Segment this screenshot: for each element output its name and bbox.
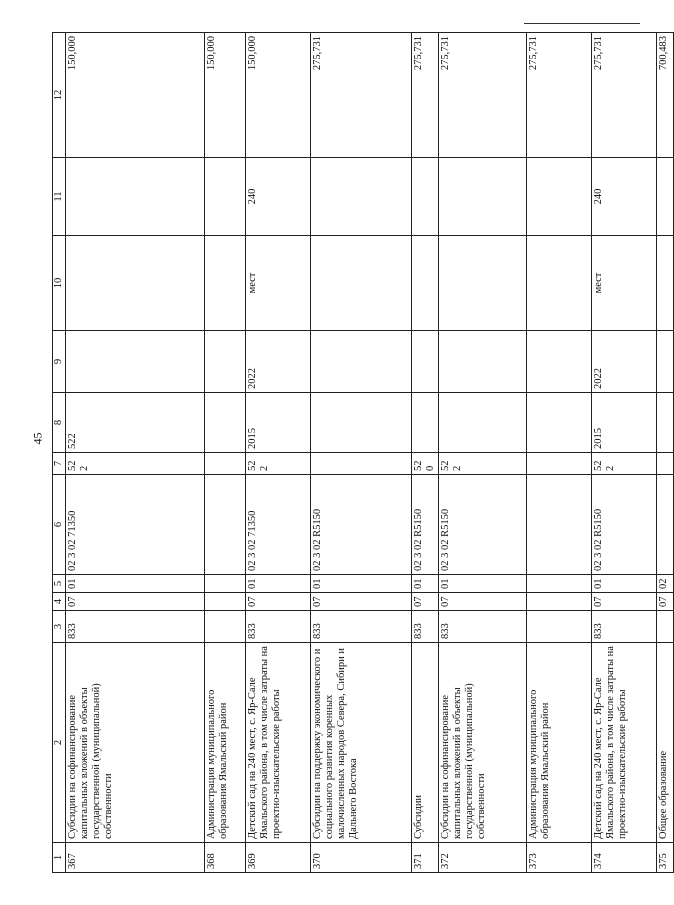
cell-type: 520	[412, 453, 439, 475]
row-number: 375	[657, 843, 674, 873]
column-header: 7	[53, 453, 66, 475]
cell-col11: 240	[592, 158, 657, 236]
cell-subsection: 01	[412, 575, 439, 593]
cell-type: 522	[246, 453, 311, 475]
cell-subsection: 02	[657, 575, 674, 593]
column-header: 9	[53, 331, 66, 393]
cell-target	[205, 475, 246, 575]
row-description: Субсидии	[412, 643, 439, 843]
column-header: 6	[53, 475, 66, 575]
cell-col8	[439, 393, 527, 453]
cell-col10: мест	[592, 236, 657, 331]
row-description: Администрация муниципального образования Ямальский район	[527, 643, 592, 843]
cell-section: 07	[657, 593, 674, 611]
cell-col10	[439, 236, 527, 331]
cell-col9	[311, 331, 412, 393]
cell-type	[205, 453, 246, 475]
cell-col10	[205, 236, 246, 331]
cell-target: 02 3 02 71350	[246, 475, 311, 575]
table-row	[246, 33, 311, 873]
row-number: 374	[592, 843, 657, 873]
table-row	[412, 33, 439, 873]
cell-code	[205, 611, 246, 643]
row-number: 368	[205, 843, 246, 873]
cell-amount: 150,000	[205, 33, 246, 158]
cell-code: 833	[592, 611, 657, 643]
cell-col11	[439, 158, 527, 236]
cell-col9: 2022	[592, 331, 657, 393]
cell-code: 833	[439, 611, 527, 643]
cell-target: 02 3 02 R5150	[412, 475, 439, 575]
header-row	[53, 33, 66, 873]
cell-col10: мест	[246, 236, 311, 331]
row-number: 373	[527, 843, 592, 873]
row-description: Субсидии на поддержку экономического и социального развития коренных малочисленных народов Севера, Сибири и Дальнего Востока	[311, 643, 412, 843]
column-header: 12	[53, 33, 66, 158]
table-row	[527, 33, 592, 873]
cell-type	[527, 453, 592, 475]
table-stage	[52, 33, 669, 873]
cell-col9	[412, 331, 439, 393]
cell-amount: 275,731	[311, 33, 412, 158]
cell-subsection: 01	[439, 575, 527, 593]
cell-code	[657, 611, 674, 643]
row-description: Администрация муниципального образования Ямальский район	[205, 643, 246, 843]
cell-col10	[657, 236, 674, 331]
cell-col10	[412, 236, 439, 331]
cell-type: 522	[592, 453, 657, 475]
cell-col10	[66, 236, 205, 331]
cell-type: 522	[66, 453, 205, 475]
cell-col8: 2015	[592, 393, 657, 453]
top-rule	[524, 23, 640, 24]
cell-target: 02 3 02 71350	[66, 475, 205, 575]
cell-target	[527, 475, 592, 575]
row-description: Детский сад на 240 мест, с. Яр-Сале Ямальского района, в том числе затраты на проектно-изыскательские работы	[592, 643, 657, 843]
cell-col8	[412, 393, 439, 453]
cell-subsection	[527, 575, 592, 593]
row-description: Общее образование	[657, 643, 674, 843]
cell-code: 833	[66, 611, 205, 643]
cell-target: 02 3 02 R5150	[439, 475, 527, 575]
cell-section: 07	[592, 593, 657, 611]
cell-col8: 522	[66, 393, 205, 453]
cell-col11	[527, 158, 592, 236]
column-header: 4	[53, 593, 66, 611]
cell-target: 02 3 02 R5150	[311, 475, 412, 575]
cell-section: 07	[66, 593, 205, 611]
cell-col8	[205, 393, 246, 453]
cell-amount: 275,731	[527, 33, 592, 158]
table-row	[592, 33, 657, 873]
budget-table	[52, 32, 674, 873]
table-row	[66, 33, 205, 873]
column-header: 3	[53, 611, 66, 643]
cell-col11	[66, 158, 205, 236]
column-header: 11	[53, 158, 66, 236]
column-header: 10	[53, 236, 66, 331]
row-number: 369	[246, 843, 311, 873]
cell-amount: 275,731	[412, 33, 439, 158]
cell-section	[527, 593, 592, 611]
table-row	[311, 33, 412, 873]
row-number: 367	[66, 843, 205, 873]
cell-section: 07	[412, 593, 439, 611]
cell-subsection: 01	[311, 575, 412, 593]
cell-col9	[66, 331, 205, 393]
cell-section: 07	[311, 593, 412, 611]
cell-amount: 150,000	[66, 33, 205, 158]
cell-col10	[311, 236, 412, 331]
cell-col9	[205, 331, 246, 393]
cell-subsection	[205, 575, 246, 593]
cell-subsection: 01	[246, 575, 311, 593]
cell-col9: 2022	[246, 331, 311, 393]
cell-target	[657, 475, 674, 575]
cell-col8	[311, 393, 412, 453]
column-header: 5	[53, 575, 66, 593]
cell-col9	[657, 331, 674, 393]
column-header: 8	[53, 393, 66, 453]
cell-col11	[205, 158, 246, 236]
cell-type	[657, 453, 674, 475]
cell-col8: 2015	[246, 393, 311, 453]
cell-code: 833	[311, 611, 412, 643]
row-number: 370	[311, 843, 412, 873]
cell-col10	[527, 236, 592, 331]
row-description: Субсидии на софинансирование капитальных вложений в объекты государственной (муниципальной) собственности	[66, 643, 205, 843]
rotated-table-container	[52, 33, 669, 873]
cell-amount: 275,731	[592, 33, 657, 158]
cell-amount: 700,483	[657, 33, 674, 158]
cell-col8	[657, 393, 674, 453]
cell-amount: 150,000	[246, 33, 311, 158]
cell-col8	[527, 393, 592, 453]
cell-subsection: 01	[592, 575, 657, 593]
cell-code	[527, 611, 592, 643]
column-header: 1	[53, 843, 66, 873]
cell-col11	[412, 158, 439, 236]
table-row	[205, 33, 246, 873]
cell-amount: 275,731	[439, 33, 527, 158]
row-number: 371	[412, 843, 439, 873]
cell-col9	[527, 331, 592, 393]
row-description: Субсидии на софинансирование капитальных вложений в объекты государственной (муниципальной) собственности	[439, 643, 527, 843]
row-number: 372	[439, 843, 527, 873]
cell-subsection: 01	[66, 575, 205, 593]
cell-type	[311, 453, 412, 475]
cell-code: 833	[246, 611, 311, 643]
cell-col11	[657, 158, 674, 236]
cell-section	[205, 593, 246, 611]
table-row	[439, 33, 527, 873]
cell-type: 522	[439, 453, 527, 475]
cell-col11: 240	[246, 158, 311, 236]
cell-code: 833	[412, 611, 439, 643]
cell-target: 02 3 02 R5150	[592, 475, 657, 575]
cell-section: 07	[439, 593, 527, 611]
cell-col11	[311, 158, 412, 236]
column-header: 2	[53, 643, 66, 843]
page-number: 45	[30, 432, 45, 445]
table-row	[657, 33, 674, 873]
cell-col9	[439, 331, 527, 393]
cell-section: 07	[246, 593, 311, 611]
row-description: Детский сад на 240 мест, с. Яр-Сале Ямальского района, в том числе затраты на проектно-изыскательские работы	[246, 643, 311, 843]
